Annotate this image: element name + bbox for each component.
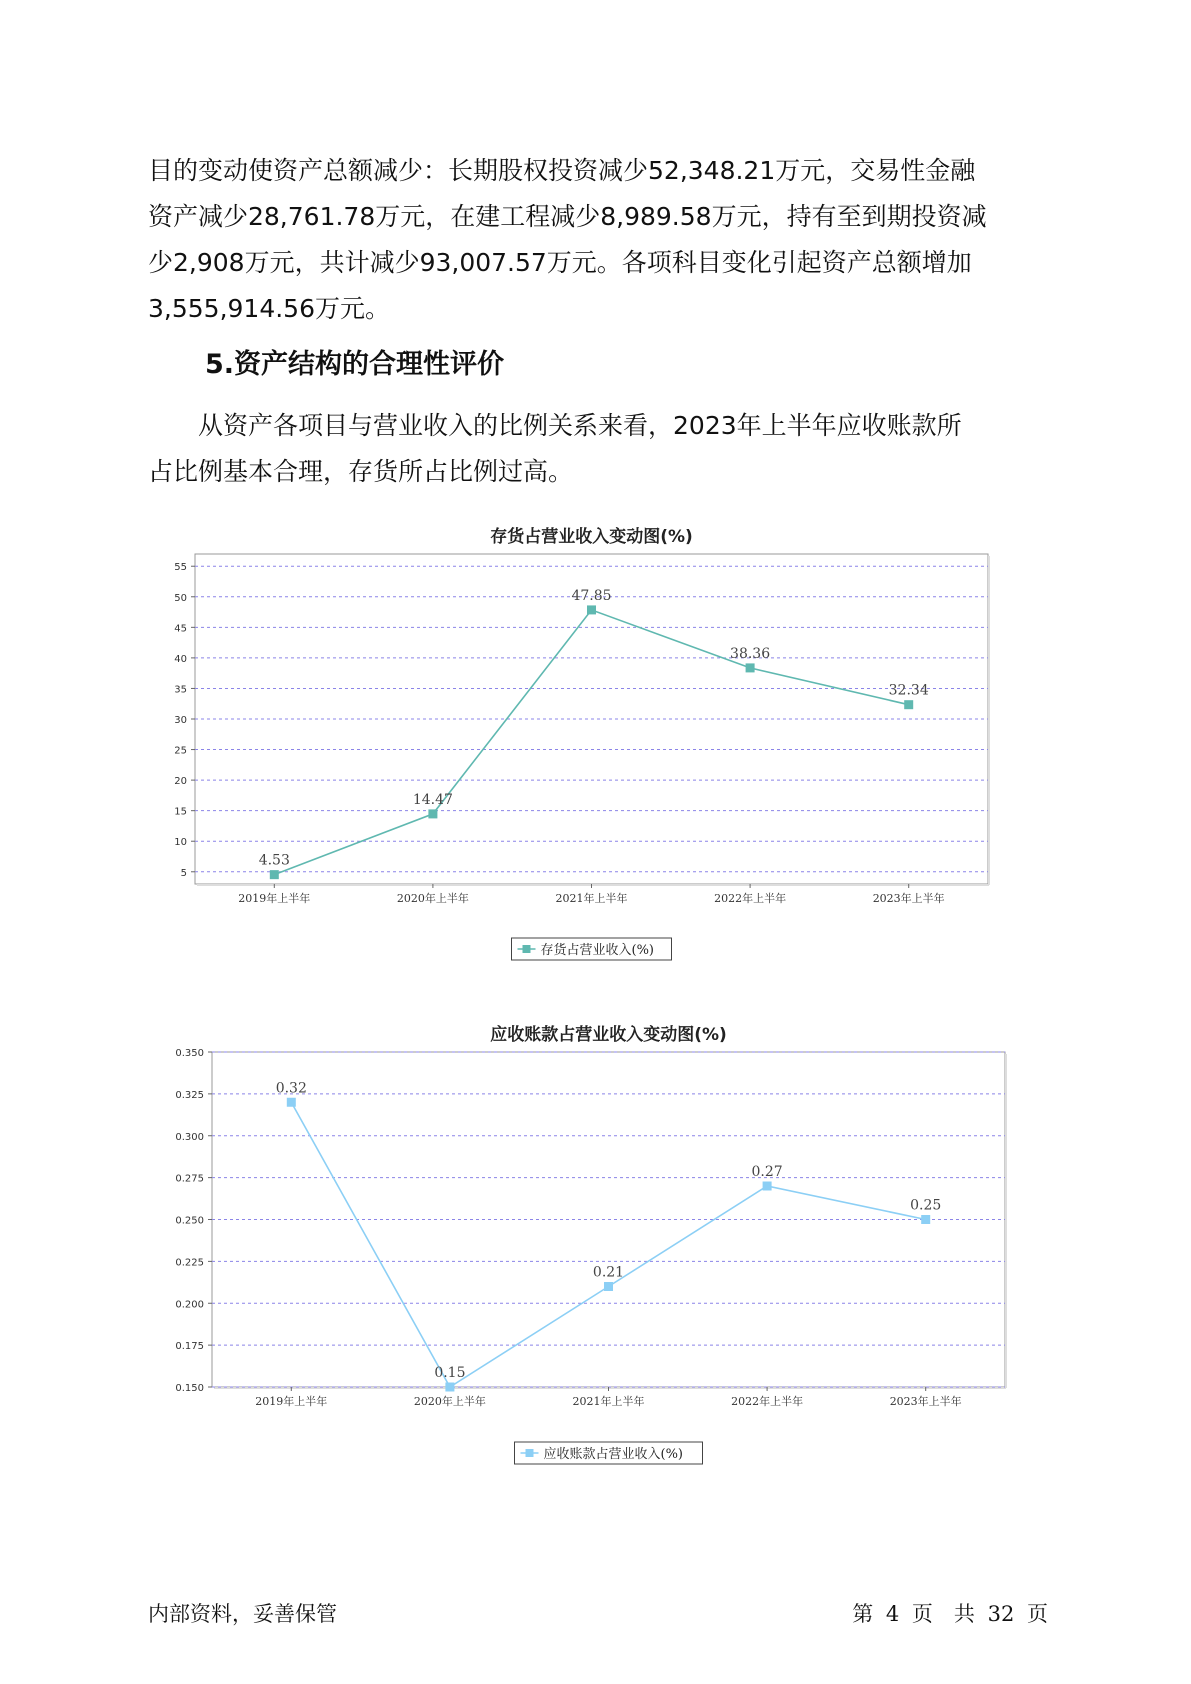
- y-tick-label: 30: [174, 715, 187, 726]
- y-tick-label: 25: [174, 745, 187, 757]
- data-point-marker: [270, 870, 279, 879]
- y-tick-label: 0.150: [175, 1383, 204, 1394]
- chart-title: 应收账款占营业收入变动图(%): [490, 1025, 727, 1045]
- series-line: [291, 1102, 925, 1387]
- y-tick-label: 0.275: [175, 1173, 204, 1185]
- inventory-ratio-chart: [150, 518, 1050, 968]
- legend-marker: [523, 945, 531, 953]
- y-tick-label: 0.225: [175, 1257, 204, 1269]
- y-tick-label: 0.300: [175, 1131, 204, 1143]
- text-line: 目的变动使资产总额减少：长期股权投资减少52,348.21万元，交易性金融: [148, 156, 976, 185]
- footer-page-number: 第 4 页 共 32 页: [852, 1602, 1048, 1626]
- y-tick-label: 0.350: [175, 1048, 204, 1059]
- inventory-ratio-chart-svg: [150, 518, 1050, 968]
- text-line: 占比例基本合理，存货所占比例过高。: [148, 457, 574, 486]
- receivables-ratio-chart-svg: [150, 1018, 1050, 1478]
- y-tick-label: 50: [174, 592, 187, 604]
- legend-label: 存货占营业收入(%): [540, 943, 654, 958]
- y-tick-label: 15: [174, 806, 187, 818]
- data-label: 14.47: [412, 791, 453, 808]
- data-point-marker: [587, 605, 596, 614]
- paragraph-asset-changes: [148, 148, 1048, 332]
- data-point-marker: [445, 1383, 454, 1392]
- data-label: 47.85: [571, 587, 612, 604]
- receivables-ratio-chart: [150, 1018, 1050, 1478]
- data-point-marker: [921, 1215, 930, 1224]
- text-line: 资产减少28,761.78万元，在建工程减少8,989.58万元，持有至到期投资减: [148, 202, 987, 231]
- x-tick-label: 2022年上半年: [714, 892, 787, 905]
- series-line: [274, 610, 908, 875]
- y-tick-label: 40: [174, 653, 187, 665]
- data-point-marker: [428, 809, 437, 818]
- paragraph-structure-evaluation: [148, 403, 1048, 495]
- text-line: 从资产各项目与营业收入的比例关系来看，2023年上半年应收账款所: [148, 411, 962, 440]
- y-tick-label: 5: [180, 867, 187, 879]
- text-line: 少2,908万元，共计减少93,007.57万元。各项科目变化引起资产总额增加: [148, 248, 972, 277]
- data-point-marker: [746, 663, 755, 672]
- x-tick-label: 2019年上半年: [238, 892, 311, 905]
- data-label: 38.36: [730, 645, 771, 662]
- data-point-marker: [287, 1098, 296, 1107]
- y-tick-label: 0.175: [175, 1341, 204, 1353]
- section-heading: 5.资产结构的合理性评价: [205, 349, 505, 380]
- data-label: 32.34: [888, 682, 929, 699]
- data-point-marker: [763, 1182, 772, 1191]
- data-label: 0.15: [434, 1365, 466, 1381]
- data-label: 0.21: [592, 1264, 625, 1281]
- data-label: 0.32: [275, 1080, 307, 1097]
- y-tick-label: 35: [174, 684, 187, 696]
- x-tick-label: 2023年上半年: [872, 892, 945, 905]
- x-tick-label: 2023年上半年: [889, 1395, 962, 1408]
- data-point-marker: [904, 700, 913, 709]
- y-tick-label: 10: [174, 837, 187, 849]
- data-label: 0.27: [751, 1164, 783, 1180]
- data-label: 0.25: [910, 1197, 942, 1214]
- text-line: 3,555,914.56万元。: [148, 294, 390, 323]
- y-tick-label: 55: [174, 562, 187, 574]
- y-tick-label: 0.200: [175, 1299, 204, 1311]
- y-tick-label: 0.250: [175, 1215, 204, 1227]
- footer-confidential-note: 内部资料，妥善保管: [148, 1602, 337, 1626]
- x-tick-label: 2022年上半年: [731, 1395, 804, 1408]
- chart-title: 存货占营业收入变动图(%): [490, 527, 693, 547]
- y-tick-label: 0.325: [175, 1089, 204, 1101]
- x-tick-label: 2019年上半年: [255, 1395, 328, 1408]
- x-tick-label: 2021年上半年: [572, 1395, 645, 1408]
- legend-label: 应收账款占营业收入(%): [543, 1447, 683, 1462]
- x-tick-label: 2021年上半年: [555, 892, 628, 905]
- y-tick-label: 20: [174, 776, 187, 788]
- x-tick-label: 2020年上半年: [396, 892, 469, 905]
- x-tick-label: 2020年上半年: [413, 1395, 486, 1408]
- data-label: 4.53: [258, 852, 290, 869]
- data-point-marker: [604, 1282, 613, 1291]
- y-tick-label: 45: [174, 623, 187, 635]
- legend-marker: [526, 1449, 534, 1457]
